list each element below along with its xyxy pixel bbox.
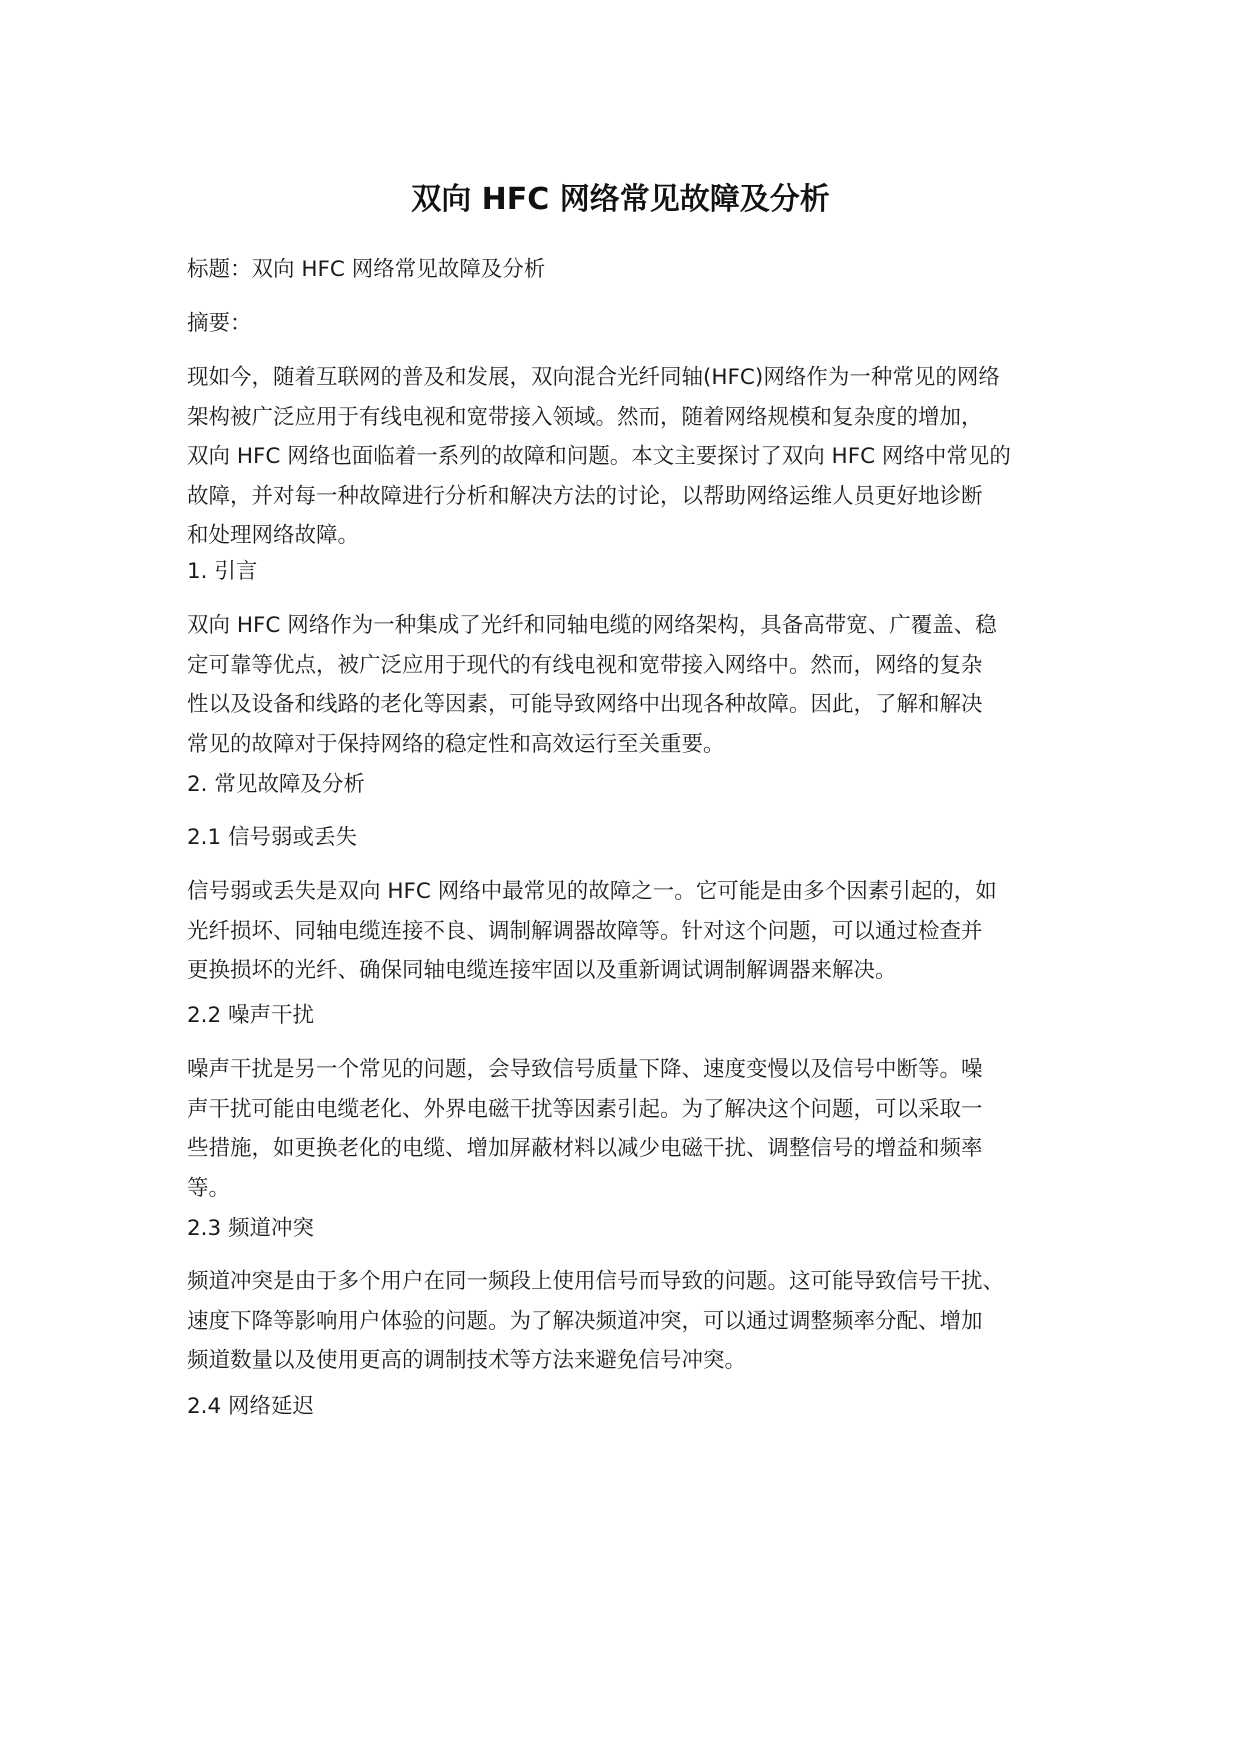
paragraph-line: 信号弱或丢失是双向 HFC 网络中最常见的故障之一。它可能是由多个因素引起的，如: [187, 879, 997, 904]
abstract-line: 架构被广泛应用于有线电视和宽带接入领域。然而，随着网络规模和复杂度的增加，: [187, 404, 983, 430]
section-heading-2: 2. 常见故障及分析: [187, 772, 365, 797]
section-2-3-paragraph: [187, 1262, 1067, 1381]
paragraph-line: 频道数量以及使用更高的调制技术等方法来避免信号冲突。: [187, 1348, 747, 1374]
paragraph-line: 双向 HFC 网络作为一种集成了光纤和同轴电缆的网络架构，具备高带宽、广覆盖、稳: [187, 613, 997, 638]
title-label: 标题：双向 HFC 网络常见故障及分析: [187, 257, 546, 282]
paragraph-line: 噪声干扰是另一个常见的问题，会导致信号质量下降、速度变慢以及信号中断等。噪: [187, 1057, 983, 1082]
paragraph-line: 定可靠等优点，被广泛应用于现代的有线电视和宽带接入网络中。然而，网络的复杂: [187, 652, 983, 678]
section-heading-2-1: 2.1 信号弱或丢失: [187, 825, 358, 850]
section-2-2-paragraph: [187, 1050, 1067, 1208]
paragraph-line: 光纤损坏、同轴电缆连接不良、调制解调器故障等。针对这个问题，可以通过检查并: [187, 918, 983, 944]
paragraph-line: 频道冲突是由于多个用户在同一频段上使用信号而导致的问题。这可能导致信号干扰、: [187, 1269, 1005, 1294]
abstract-line: 双向 HFC 网络也面临着一系列的故障和问题。本文主要探讨了双向 HFC 网络中常见的: [187, 444, 1011, 470]
paragraph-line: 等。: [187, 1175, 231, 1201]
abstract-paragraph: [187, 358, 1067, 556]
paragraph-line: 常见的故障对于保持网络的稳定性和高效运行至关重要。: [187, 731, 725, 757]
abstract-line: 现如今，随着互联网的普及和发展，双向混合光纤同轴(HFC)网络作为一种常见的网络: [187, 365, 1000, 390]
abstract-line: 故障，并对每一种故障进行分析和解决方法的讨论，以帮助网络运维人员更好地诊断: [187, 483, 983, 509]
document-title: 双向 HFC 网络常见故障及分析: [411, 182, 830, 217]
paragraph-line: 声干扰可能由电缆老化、外界电磁干扰等因素引起。为了解决这个问题，可以采取一: [187, 1096, 983, 1122]
section-heading-2-3: 2.3 频道冲突: [187, 1216, 315, 1241]
section-2-1-paragraph: [187, 872, 1067, 991]
section-heading-2-2: 2.2 噪声干扰: [187, 1003, 315, 1028]
section-heading-2-4: 2.4 网络延迟: [187, 1394, 315, 1419]
abstract-label: 摘要：: [187, 311, 252, 336]
paragraph-line: 更换损坏的光纤、确保同轴电缆连接牢固以及重新调试调制解调器来解决。: [187, 958, 897, 984]
paragraph-line: 速度下降等影响用户体验的问题。为了解决频道冲突，可以通过调整频率分配、增加: [187, 1308, 983, 1334]
paragraph-line: 些措施，如更换老化的电缆、增加屏蔽材料以减少电磁干扰、调整信号的增益和频率: [187, 1136, 983, 1162]
abstract-line: 和处理网络故障。: [187, 523, 360, 549]
paragraph-line: 性以及设备和线路的老化等因素，可能导致网络中出现各种故障。因此，了解和解决: [187, 692, 983, 718]
section-1-paragraph: [187, 606, 1067, 764]
section-heading-1: 1. 引言: [187, 559, 258, 584]
